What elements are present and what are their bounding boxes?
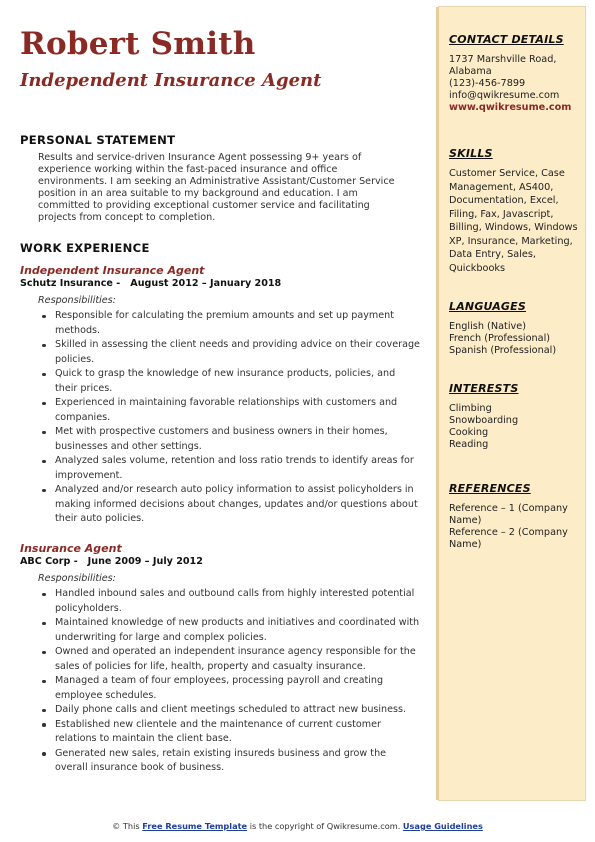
personal-statement-heading: PERSONAL STATEMENT <box>20 133 176 147</box>
skills-heading: SKILLS <box>449 147 493 160</box>
list-item: Generated new sales, retain existing insureds business and grow the overall insurance book of business. <box>38 747 420 776</box>
job-responsibilities-list <box>38 587 420 776</box>
list-item: French (Professional) <box>449 333 551 344</box>
responsibilities-label: Responsibilities: <box>38 295 116 306</box>
sidebar <box>438 6 586 801</box>
list-item: Spanish (Professional) <box>449 345 557 356</box>
list-item: Skilled in assessing the client needs and providing advice on their coverage policies. <box>38 338 420 367</box>
job-company: ABC Corp - <box>20 556 78 567</box>
contact-details <box>449 54 583 114</box>
list-item: Managed a team of four employees, processing payroll and creating employee schedules. <box>38 674 420 703</box>
list-item: Reference – 2 (Company Name) <box>449 527 568 550</box>
candidate-name: Robert Smith <box>20 26 256 62</box>
job-dates: August 2012 – January 2018 <box>130 278 282 289</box>
list-item: Reading <box>449 439 489 450</box>
work-experience-heading: WORK EXPERIENCE <box>20 241 150 255</box>
list-item: Analyzed sales volume, retention and loss ratio trends to identify areas for improvement. <box>38 454 420 483</box>
free-resume-template-link[interactable]: Free Resume Template <box>142 821 248 831</box>
job-title: Independent Insurance Agent <box>20 264 205 277</box>
list-item: Cooking <box>449 427 489 438</box>
candidate-title: Independent Insurance Agent <box>20 70 322 91</box>
list-item: Owned and operated an independent insurance agency responsible for the sales of policies for life, health, property and casualty insurance. <box>38 645 420 674</box>
skills-text: Customer Service, Case Management, AS400, Documentation, Excel, Filing, Fax, Javascript, Billing, Windows, Windows XP, Insurance, Marketing, Data Entry, Sales, Quickbooks <box>449 168 578 274</box>
contact-email[interactable]: info@qwikresume.com <box>449 90 560 101</box>
usage-guidelines-link[interactable]: Usage Guidelines <box>402 821 483 831</box>
footer-copyright-text: is the copyright of Qwikresume.com. <box>249 821 401 831</box>
job-company-dates <box>20 556 203 567</box>
list-item: Climbing <box>449 403 492 414</box>
job-company-dates <box>20 278 281 289</box>
job-responsibilities-list <box>38 309 420 527</box>
list-item: Quick to grasp the knowledge of new insurance products, policies, and their prices. <box>38 367 420 396</box>
list-item: Daily phone calls and client meetings scheduled to attract new business. <box>38 703 420 718</box>
list-item: Met with prospective customers and business owners in their homes, businesses and other settings. <box>38 425 420 454</box>
list-item: Analyzed and/or research auto policy information to assist policyholders in making informed decisions about changes, updates and/or questions about their auto policies. <box>38 483 420 527</box>
footer <box>0 821 595 831</box>
contact-heading: CONTACT DETAILS <box>449 33 564 46</box>
job-title: Insurance Agent <box>20 542 122 555</box>
list-item: Responsible for calculating the premium amounts and set up payment methods. <box>38 309 420 338</box>
references-list <box>449 503 583 551</box>
references-heading: REFERENCES <box>449 482 531 495</box>
contact-phone: (123)-456-7899 <box>449 78 526 89</box>
list-item: Established new clientele and the maintenance of current customer relations to maintain the client base. <box>38 718 420 747</box>
contact-website-link[interactable]: www.qwikresume.com <box>449 102 572 113</box>
list-item: Snowboarding <box>449 415 519 426</box>
responsibilities-label: Responsibilities: <box>38 573 116 584</box>
job-dates: June 2009 – July 2012 <box>87 556 203 567</box>
list-item: Reference – 1 (Company Name) <box>449 503 568 526</box>
footer-prefix: © This <box>112 821 140 831</box>
languages-heading: LANGUAGES <box>449 300 526 313</box>
list-item: Maintained knowledge of new products and initiatives and coordinated with underwriting for large and complex policies. <box>38 616 420 645</box>
interests-list <box>449 403 583 451</box>
list-item: Experienced in maintaining favorable relationships with customers and companies. <box>38 396 420 425</box>
languages-list <box>449 321 583 357</box>
contact-address-line1: 1737 Marshville Road, <box>449 54 557 65</box>
contact-address-line2: Alabama <box>449 66 492 77</box>
personal-statement-text: Results and service-driven Insurance Agent possessing 9+ years of experience working within the fast-paced insurance and office environments. I am seeking an Administrative Assistant/Customer Service position in an area suitable to my background and education. I am committed to providing exceptional customer service and facilitating projects from concept to completion. <box>38 152 395 223</box>
job-company: Schutz Insurance - <box>20 278 121 289</box>
list-item: English (Native) <box>449 321 526 332</box>
interests-heading: INTERESTS <box>449 382 519 395</box>
list-item: Handled inbound sales and outbound calls from highly interested potential policyholders. <box>38 587 420 616</box>
